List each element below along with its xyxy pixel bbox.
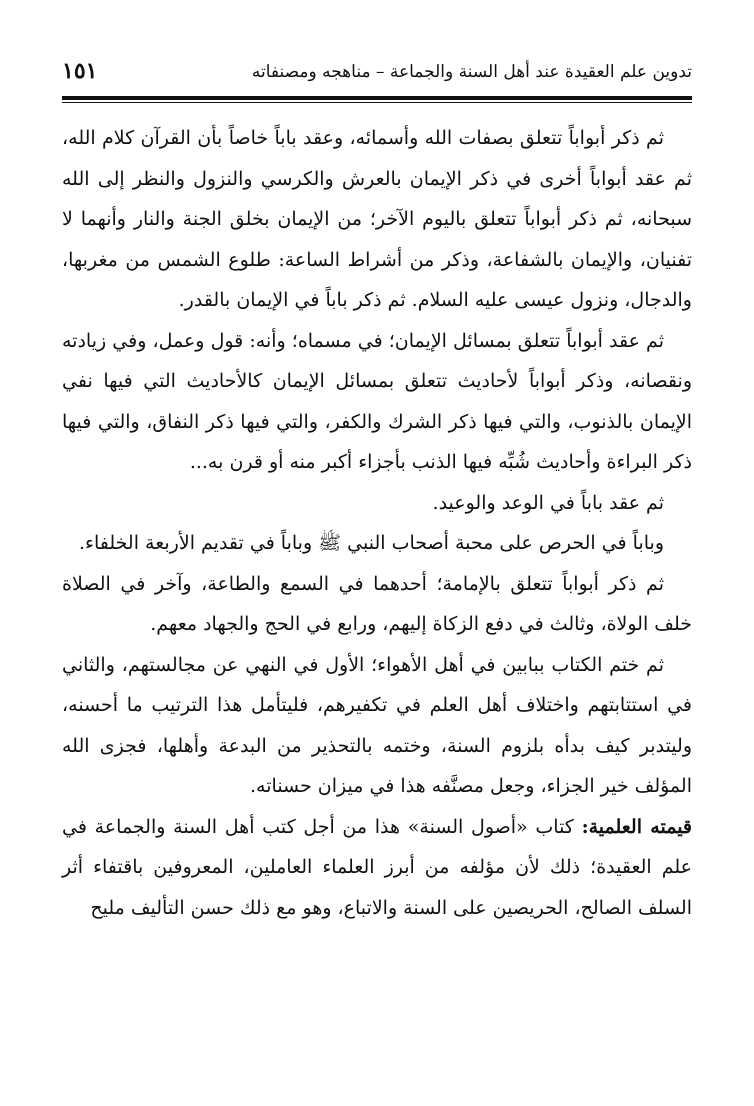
- body-text: [62, 118, 692, 928]
- header-rule-thick: [62, 96, 692, 100]
- header-rule-thin: [62, 102, 692, 103]
- paragraph-value: [62, 807, 692, 929]
- running-title: تدوين علم العقيدة عند أهل السنة والجماعة – مناهجه ومصنفاته: [251, 62, 692, 82]
- paragraph: ثم عقد باباً في الوعد والوعيد.: [432, 491, 664, 514]
- section-lead: قيمته العلمية:: [581, 815, 693, 838]
- section-text: كتاب «أصول السنة» هذا من أجل كتب أهل السنة والجماعة في علم العقيدة؛ ذلك لأن مؤلفه من أبرز العلماء العاملين، المعروفين باقتفاء أثر السلف الصالح، الحريصين على السنة والاتباع، وهو مع ذلك حسن التأليف مليح: [62, 815, 692, 919]
- paragraph: ثم ختم الكتاب ببابين في أهل الأهواء؛ الأول في النهي عن مجالستهم، والثاني في استتابتهم واختلاف أهل العلم في تكفيرهم، فليتأمل هذا الترتيب ما أحسنه، وليتدبر كيف بدأه بلزوم السنة، وختمه بالتحذير من البدعة وأهلها، فجزى الله المؤلف خير الجزاء، وجعل مصنَّفه هذا في ميزان حسناته.: [62, 653, 692, 797]
- paragraph: وباباً في الحرص على محبة أصحاب النبي ﷺ وباباً في تقديم الأربعة الخلفاء.: [79, 532, 664, 554]
- paragraph: ثم ذكر أبواباً تتعلق بالإمامة؛ أحدهما في السمع والطاعة، وآخر في الصلاة خلف الولاة، وثالث في دفع الزكاة إليهم، ورابع في الحج والجهاد معهم.: [62, 572, 692, 635]
- paragraph: ثم ذكر أبواباً تتعلق بصفات الله وأسمائه، وعقد باباً خاصاً بأن القرآن كلام الله، ثم عقد أبواباً أخرى في ذكر الإيمان بالعرش والكرسي والنزول والنظر إلى الله سبحانه، ثم ذكر أبواباً تتعلق باليوم الآخر؛ من الإيمان بخلق الجنة والنار وأنهما لا تفنيان، والإيمان بالشفاعة، وذكر من أشراط الساعة: طلوع الشمس من مغربها، والدجال، ونزول عيسى عليه السلام. ثم ذكر باباً في الإيمان بالقدر.: [62, 127, 692, 311]
- page-header: [62, 56, 692, 96]
- paragraph: ثم عقد أبواباً تتعلق بمسائل الإيمان؛ في مسماه؛ وأنه: قول وعمل، وفي زيادته ونقصانه، وذكر أبواباً لأحاديث تتعلق بمسائل الإيمان كالأحاديث التي فيها نفي الإيمان بالذنوب، والتي فيها ذكر الشرك والكفر، والتي فيها ذكر النفاق، والتي فيها ذكر البراءة وأحاديث شُبِّه فيها الذنب بأجزاء أكبر منه أو قرن به...: [62, 329, 692, 473]
- page-number: ١٥١: [62, 58, 98, 84]
